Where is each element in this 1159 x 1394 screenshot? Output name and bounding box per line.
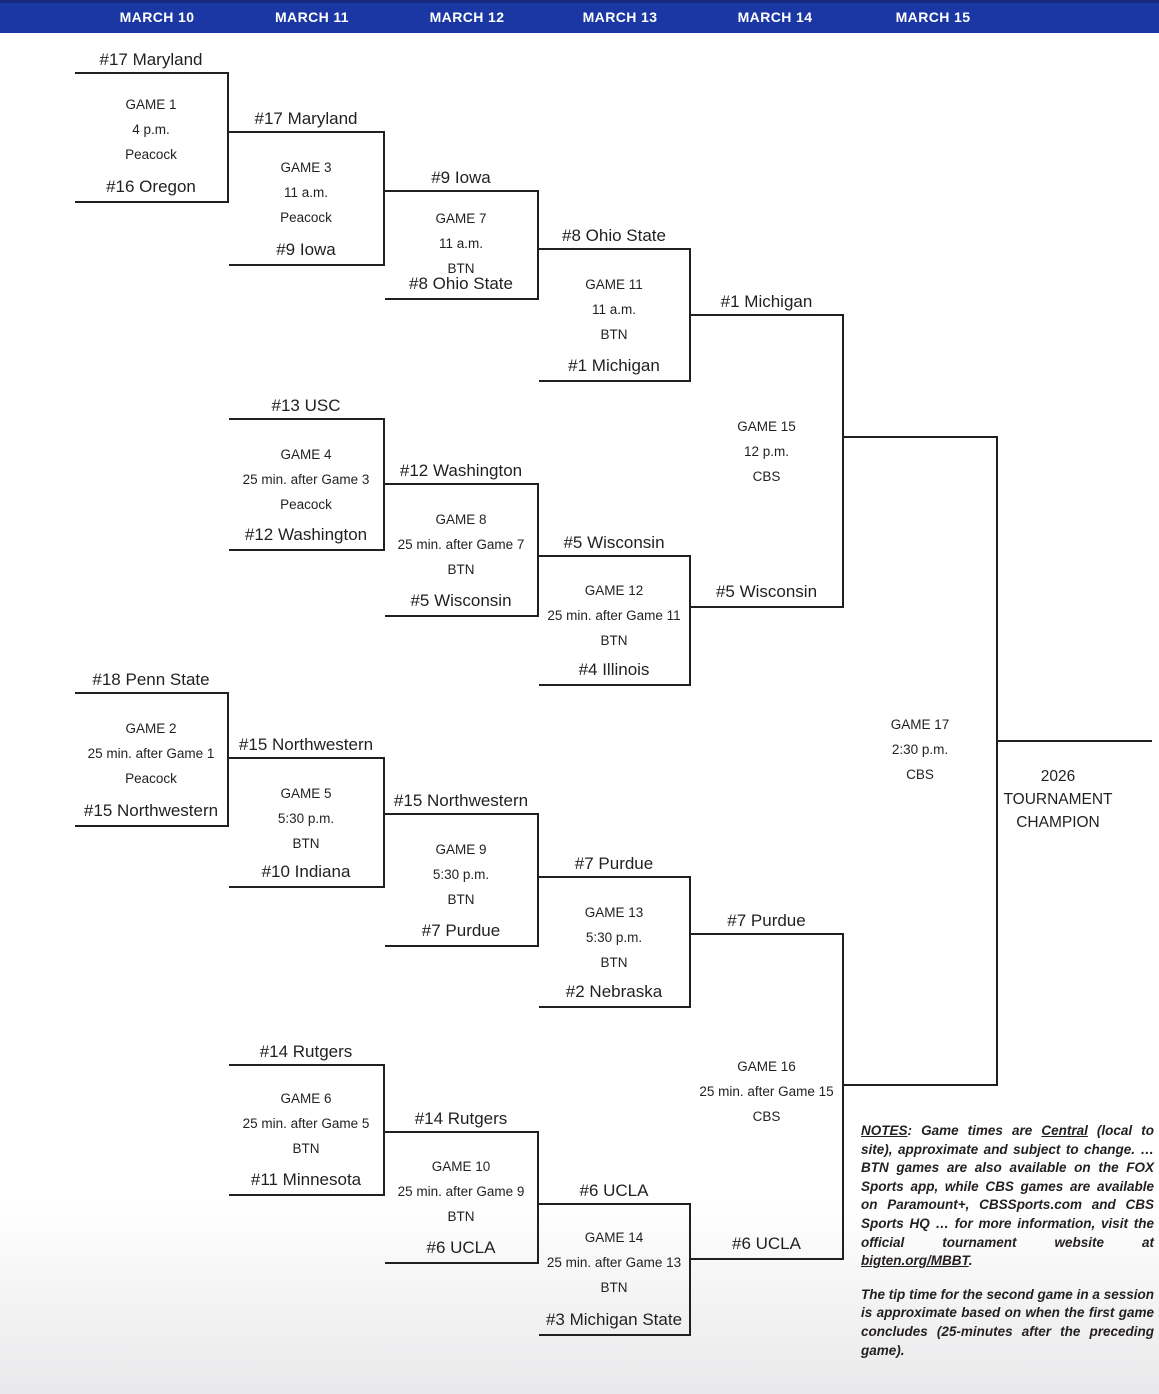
game-10-network: BTN: [447, 1209, 475, 1224]
game-2-time: 25 min. after Game 1: [87, 746, 215, 761]
game-17-box: [844, 436, 998, 1086]
game-1-bottom-team: #16 Oregon: [106, 177, 196, 196]
game-13-info: [531, 900, 697, 975]
game-3-time: 11 a.m.: [283, 185, 329, 200]
champion-year: 2026: [1040, 768, 1076, 785]
game-7-bottom-team: #8 Ohio State: [409, 274, 513, 293]
game-16-box: [691, 911, 844, 1260]
game-8-info: [377, 507, 545, 582]
game-11-network: BTN: [600, 327, 628, 342]
game-3-info: [221, 155, 391, 230]
game-6-time: 25 min. after Game 5: [242, 1116, 370, 1131]
game-16-top-team: #7 Purdue: [727, 911, 806, 930]
game-6-info: [221, 1086, 391, 1161]
game-12-bottom-team: #4 Illinois: [578, 660, 650, 679]
game-1-box: [75, 50, 229, 203]
notes-paragraph-2: The tip time for the second game in a session is approximate based on when the first game concludes (25-minutes after the preceding game).: [861, 1286, 1154, 1358]
game-12-box: [539, 533, 691, 686]
game-5-bottom-team: #10 Indiana: [261, 862, 351, 881]
game-11-bottom-team: #1 Michigan: [568, 356, 660, 375]
game-12-info: [531, 578, 697, 653]
game-8-bottom-team: #5 Wisconsin: [410, 591, 512, 610]
champion-title-line1: TOURNAMENT: [1003, 791, 1113, 808]
champion-title: [977, 765, 1139, 834]
game-3-bottom-team: #9 Iowa: [276, 240, 336, 259]
date-march-11: MARCH 11: [275, 9, 349, 25]
game-12-network: BTN: [600, 633, 628, 648]
game-7-info: [377, 206, 545, 281]
game-10-info: [377, 1154, 545, 1229]
game-15-top-team: #1 Michigan: [720, 292, 813, 311]
game-6-network: BTN: [292, 1141, 320, 1156]
game-15-number: GAME 15: [737, 419, 796, 434]
game-2-network: Peacock: [125, 771, 177, 786]
date-march-15: MARCH 15: [895, 9, 971, 25]
game-13-number: GAME 13: [584, 905, 644, 920]
game-15-network: CBS: [752, 469, 781, 484]
game-4-top-team: #13 USC: [271, 396, 341, 415]
game-8-top-team: #12 Washington: [399, 461, 523, 480]
game-1-network: Peacock: [125, 147, 177, 162]
game-10-number: GAME 10: [431, 1159, 491, 1174]
champion-line: [998, 740, 1152, 742]
game-17-number: GAME 17: [890, 717, 950, 732]
game-16-bottom-team: #6 UCLA: [732, 1234, 801, 1253]
game-6-number: GAME 6: [280, 1091, 332, 1106]
game-5-network: BTN: [292, 836, 320, 851]
date-march-10: MARCH 10: [119, 9, 195, 25]
game-10-box: [385, 1109, 539, 1264]
game-2-top-team: #18 Penn State: [92, 670, 210, 689]
game-14-box: [539, 1181, 691, 1336]
game-3-number: GAME 3: [280, 160, 332, 175]
champion-title-line2: CHAMPION: [1016, 814, 1100, 831]
game-7-network: BTN: [447, 261, 475, 276]
date-march-13: MARCH 13: [582, 9, 658, 25]
game-13-time: 5:30 p.m.: [585, 930, 643, 945]
game-8-box: [385, 461, 539, 617]
game-2-bottom-team: #15 Northwestern: [83, 801, 219, 820]
game-5-info: [221, 781, 391, 856]
game-7-box: [385, 168, 539, 300]
game-11-top-team: #8 Ohio State: [562, 226, 666, 245]
game-13-network: BTN: [600, 955, 628, 970]
game-9-number: GAME 9: [435, 842, 487, 857]
notes-intro-text: : Game times are: [907, 1123, 1042, 1138]
game-10-bottom-team: #6 UCLA: [426, 1238, 496, 1257]
game-9-info: [377, 837, 545, 912]
date-march-14: MARCH 14: [737, 9, 813, 25]
game-8-network: BTN: [447, 562, 475, 577]
game-4-info: [221, 442, 391, 517]
game-9-time: 5:30 p.m.: [432, 867, 490, 882]
game-13-box: [539, 854, 691, 1008]
date-march-12: MARCH 12: [429, 9, 505, 25]
notes-website-link[interactable]: bigten.org/MBBT: [861, 1253, 969, 1269]
game-15-time: 12 p.m.: [743, 444, 790, 459]
game-6-box: [229, 1042, 385, 1196]
game-17-network: CBS: [906, 767, 934, 782]
game-12-top-team: #5 Wisconsin: [563, 533, 665, 552]
game-11-info: [531, 272, 697, 347]
game-4-number: GAME 4: [280, 447, 332, 462]
game-12-number: GAME 12: [584, 583, 644, 598]
game-5-box: [229, 735, 385, 888]
game-8-time: 25 min. after Game 7: [397, 537, 525, 552]
game-1-info: [67, 92, 235, 167]
game-1-top-team: #17 Maryland: [99, 50, 203, 69]
game-16-number: GAME 16: [737, 1059, 796, 1074]
game-15-info: [683, 414, 850, 489]
notes-central-emphasis: Central: [1041, 1123, 1088, 1138]
game-9-network: BTN: [447, 892, 475, 907]
notes-paragraph-1: [861, 1122, 1154, 1271]
game-5-top-team: #15 Northwestern: [238, 735, 374, 754]
notes-end-text: .: [968, 1253, 973, 1269]
game-13-bottom-team: #2 Nebraska: [565, 982, 663, 1001]
game-3-top-team: #17 Maryland: [254, 109, 358, 128]
game-16-time: 25 min. after Game 15: [699, 1084, 834, 1099]
game-1-time: 4 p.m.: [132, 122, 170, 137]
game-17-time: 2:30 p.m.: [891, 742, 949, 757]
game-16-info: [683, 1054, 850, 1129]
notes-label: NOTES: [861, 1123, 908, 1138]
notes-section: [861, 1122, 1154, 1360]
game-14-time: 25 min. after Game 13: [546, 1255, 682, 1270]
game-15-bottom-team: #5 Wisconsin: [715, 582, 818, 601]
game-2-number: GAME 2: [125, 721, 177, 736]
game-14-network: BTN: [600, 1280, 628, 1295]
game-2-box: [75, 670, 229, 827]
game-2-info: [67, 716, 235, 791]
game-3-network: Peacock: [280, 210, 332, 225]
game-7-number: GAME 7: [435, 211, 487, 226]
game-14-bottom-team: #3 Michigan State: [545, 1310, 683, 1329]
game-9-bottom-team: #7 Purdue: [421, 921, 501, 940]
game-9-top-team: #15 Northwestern: [393, 791, 529, 810]
game-9-box: [385, 791, 539, 947]
game-11-time: 11 a.m.: [591, 302, 637, 317]
game-14-number: GAME 14: [584, 1230, 644, 1245]
game-12-time: 25 min. after Game 11: [547, 608, 681, 623]
game-3-box: [229, 109, 385, 266]
game-10-top-team: #14 Rutgers: [414, 1109, 508, 1128]
game-5-time: 5:30 p.m.: [277, 811, 335, 826]
game-6-top-team: #14 Rutgers: [259, 1042, 353, 1061]
notes-body-text: (local to site), approximate and subject to change. … BTN games are also available on the FOX Sports app, while CBS games are available on Paramount+, CBSSports.com and CBS Sports HQ … for more information, visit the official tournament website at: [861, 1123, 1154, 1250]
game-4-network: Peacock: [280, 497, 332, 512]
game-15-box: [691, 292, 844, 608]
game-4-box: [229, 396, 385, 551]
date-header-bar: [0, 0, 1159, 33]
game-6-bottom-team: #11 Minnesota: [250, 1170, 362, 1189]
game-14-info: [531, 1225, 697, 1300]
game-13-top-team: #7 Purdue: [574, 854, 654, 873]
game-10-time: 25 min. after Game 9: [397, 1184, 525, 1199]
game-7-top-team: #9 Iowa: [431, 168, 491, 187]
game-8-number: GAME 8: [435, 512, 487, 527]
game-5-number: GAME 5: [280, 786, 332, 801]
game-4-time: 25 min. after Game 3: [242, 472, 370, 487]
game-1-number: GAME 1: [125, 97, 177, 112]
game-16-network: CBS: [752, 1109, 781, 1124]
game-7-time: 11 a.m.: [438, 236, 484, 251]
game-4-bottom-team: #12 Washington: [244, 525, 368, 544]
game-11-box: [539, 226, 691, 382]
game-11-number: GAME 11: [585, 277, 643, 292]
game-14-top-team: #6 UCLA: [579, 1181, 649, 1200]
